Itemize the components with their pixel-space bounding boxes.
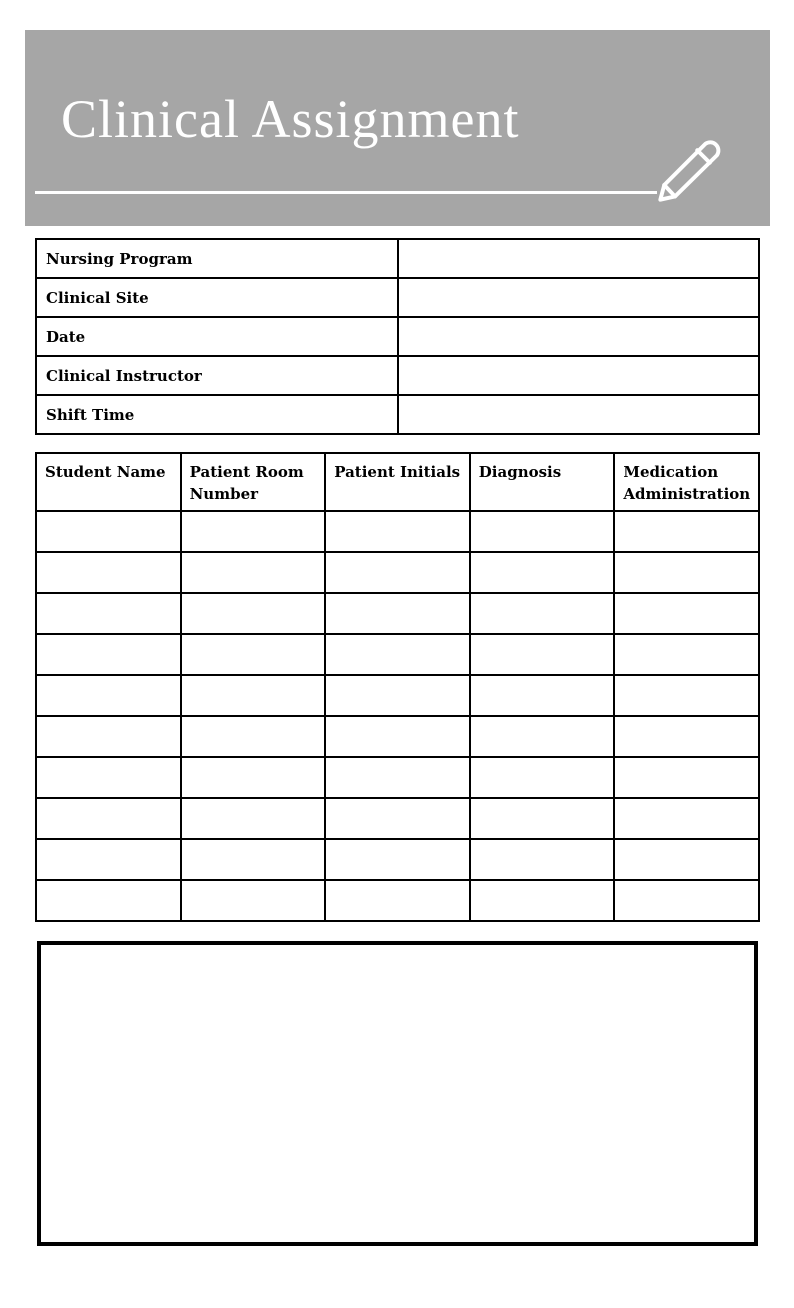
table-cell[interactable]	[470, 593, 615, 634]
table-cell[interactable]	[470, 798, 615, 839]
table-cell[interactable]	[36, 880, 181, 921]
page-title: Clinical Assignment	[61, 89, 520, 149]
table-cell[interactable]	[325, 716, 470, 757]
date-field[interactable]	[398, 317, 760, 356]
table-cell[interactable]	[614, 880, 759, 921]
table-cell[interactable]	[325, 880, 470, 921]
assignment-table	[35, 452, 760, 922]
table-cell[interactable]	[470, 634, 615, 675]
table-row	[36, 675, 759, 716]
table-cell[interactable]	[36, 593, 181, 634]
clinical-site-field[interactable]	[398, 278, 760, 317]
table-cell[interactable]	[470, 552, 615, 593]
table-cell[interactable]	[36, 511, 181, 552]
table-cell[interactable]	[614, 552, 759, 593]
table-cell[interactable]	[325, 757, 470, 798]
table-cell[interactable]	[36, 552, 181, 593]
info-row-shift-time	[36, 395, 759, 434]
table-cell[interactable]	[614, 511, 759, 552]
table-cell[interactable]	[470, 675, 615, 716]
table-row	[36, 511, 759, 552]
table-cell[interactable]	[614, 798, 759, 839]
table-cell[interactable]	[614, 839, 759, 880]
table-cell[interactable]	[325, 675, 470, 716]
table-cell[interactable]	[181, 675, 326, 716]
info-label: Clinical Instructor	[36, 356, 398, 395]
info-table	[35, 238, 760, 435]
info-label: Nursing Program	[36, 239, 398, 278]
info-row-date	[36, 317, 759, 356]
table-cell[interactable]	[181, 798, 326, 839]
title-underline	[35, 191, 657, 194]
table-cell[interactable]	[181, 839, 326, 880]
table-row	[36, 552, 759, 593]
pencil-icon	[646, 128, 732, 214]
column-header-patient-initials: Patient Initials	[325, 453, 470, 511]
table-cell[interactable]	[614, 716, 759, 757]
table-row	[36, 634, 759, 675]
info-label: Clinical Site	[36, 278, 398, 317]
table-cell[interactable]	[614, 675, 759, 716]
table-cell[interactable]	[470, 511, 615, 552]
table-cell[interactable]	[181, 511, 326, 552]
assignment-table-head	[36, 453, 759, 511]
table-cell[interactable]	[181, 552, 326, 593]
table-row	[36, 880, 759, 921]
table-cell[interactable]	[36, 716, 181, 757]
column-header-student-name: Student Name	[36, 453, 181, 511]
table-cell[interactable]	[181, 757, 326, 798]
table-cell[interactable]	[470, 757, 615, 798]
table-cell[interactable]	[36, 798, 181, 839]
nursing-program-field[interactable]	[398, 239, 760, 278]
table-cell[interactable]	[181, 880, 326, 921]
table-cell[interactable]	[325, 552, 470, 593]
notes-box[interactable]	[37, 941, 758, 1246]
table-row	[36, 716, 759, 757]
column-header-medication-administration: Medication Administration	[614, 453, 759, 511]
table-cell[interactable]	[36, 634, 181, 675]
info-row-clinical-instructor	[36, 356, 759, 395]
assignment-table-body	[36, 511, 759, 921]
table-cell[interactable]	[470, 716, 615, 757]
page-header	[25, 30, 770, 226]
info-label: Date	[36, 317, 398, 356]
shift-time-field[interactable]	[398, 395, 760, 434]
table-cell[interactable]	[325, 839, 470, 880]
table-cell[interactable]	[614, 593, 759, 634]
clinical-instructor-field[interactable]	[398, 356, 760, 395]
info-row-nursing-program	[36, 239, 759, 278]
column-header-patient-room-number: Patient Room Number	[181, 453, 326, 511]
info-row-clinical-site	[36, 278, 759, 317]
table-cell[interactable]	[470, 880, 615, 921]
table-cell[interactable]	[181, 634, 326, 675]
table-cell[interactable]	[181, 716, 326, 757]
table-cell[interactable]	[325, 593, 470, 634]
table-row	[36, 839, 759, 880]
info-table-body	[36, 239, 759, 434]
table-cell[interactable]	[470, 839, 615, 880]
table-cell[interactable]	[325, 798, 470, 839]
table-cell[interactable]	[181, 593, 326, 634]
table-row	[36, 757, 759, 798]
table-row	[36, 798, 759, 839]
info-label: Shift Time	[36, 395, 398, 434]
column-header-diagnosis: Diagnosis	[470, 453, 615, 511]
assignment-header-row	[36, 453, 759, 511]
table-cell[interactable]	[325, 634, 470, 675]
table-cell[interactable]	[36, 757, 181, 798]
table-cell[interactable]	[36, 675, 181, 716]
table-cell[interactable]	[614, 634, 759, 675]
table-cell[interactable]	[614, 757, 759, 798]
table-cell[interactable]	[36, 839, 181, 880]
table-row	[36, 593, 759, 634]
table-cell[interactable]	[325, 511, 470, 552]
